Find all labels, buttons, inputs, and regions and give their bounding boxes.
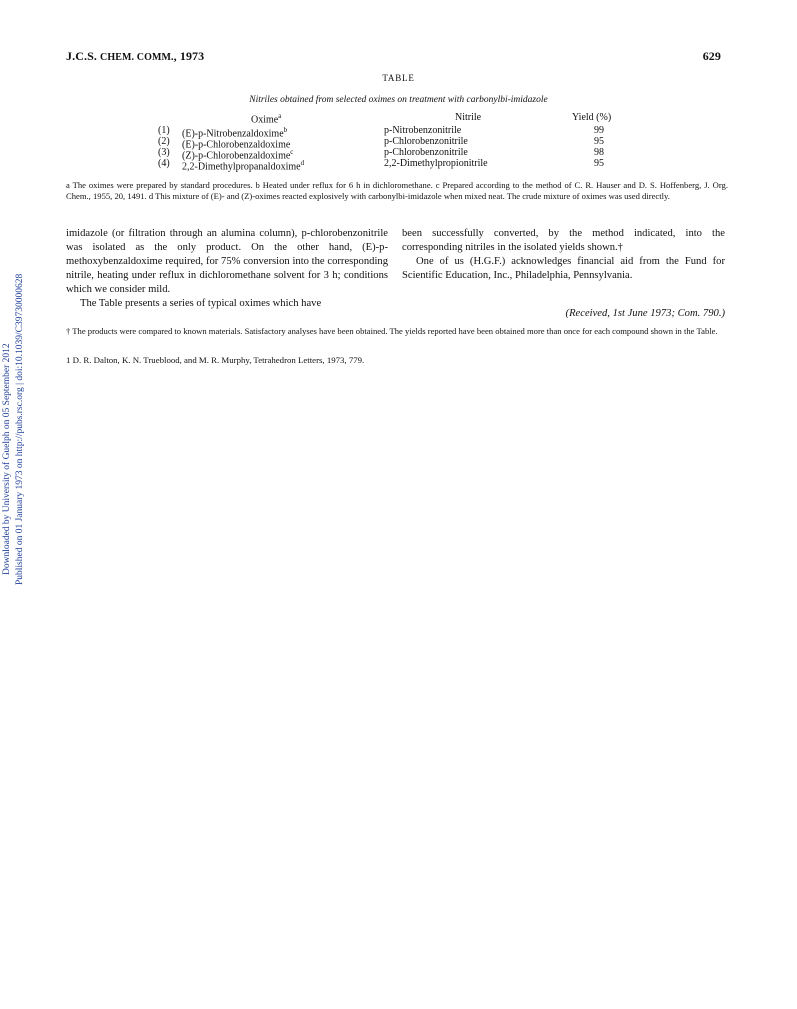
journal-header bbox=[66, 49, 204, 64]
row-yield: 99 bbox=[594, 125, 604, 136]
reference-1: 1 D. R. Dalton, K. N. Trueblood, and M. R. Murphy, Tetrahedron Letters, 1973, 779. bbox=[66, 355, 365, 365]
publication-doi-link[interactable]: Published on 01 January 1973 on http://pubs.rsc.org | doi:10.1039/C39730000628 bbox=[15, 273, 25, 585]
body-column-left bbox=[66, 227, 388, 311]
table-header-yield: Yield (%) bbox=[572, 112, 612, 123]
download-notice-link[interactable]: Downloaded by University of Guelph on 05 September 2012 bbox=[2, 343, 12, 575]
page-number: 629 bbox=[702, 49, 721, 63]
row-yield: 98 bbox=[594, 147, 604, 158]
row-yield: 95 bbox=[594, 158, 604, 169]
received-date: (Received, 1st June 1973; Com. 790.) bbox=[565, 308, 725, 319]
row-nitrile: p-Nitrobenzonitrile bbox=[384, 125, 462, 136]
body-paragraph: imidazole (or filtration through an alumina column), p-chlorobenzonitrile was isolated as the only product. On the other hand, (E)-p-methoxybenzaldoxime required, for 75% conversion into the corresponding nitrile, heating under reflux in dichloromethane solvent for 3 h; conditions which we consider mild. bbox=[66, 228, 388, 295]
row-oxime: (E)-p-Nitrobenzaldoxime$^b$ bbox=[182, 126, 288, 140]
row-oxime: 2,2-Dimethylpropanaldoxime$^d$ bbox=[182, 159, 305, 173]
table-label: TABLE bbox=[382, 73, 415, 83]
acknowledgement: One of us (H.G.F.) acknowledges financial aid from the Fund for Scientific Education, Inc., Philadelphia, Pennsylvania. bbox=[402, 256, 725, 281]
row-number: (2) bbox=[158, 136, 170, 147]
row-oxime: (E)-p-Chlorobenzaldoxime bbox=[182, 139, 291, 151]
dagger-footnote: † The products were compared to known materials. Satisfactory analyses have been obtained. The yields reported have been obtained more than once for each compound shown in the Table. bbox=[66, 326, 718, 336]
row-nitrile: 2,2-Dimethylpropionitrile bbox=[384, 158, 488, 169]
row-nitrile: p-Chlorobenzonitrile bbox=[384, 136, 468, 147]
journal-name: CHEM. COMM. bbox=[100, 52, 174, 63]
row-oxime: (Z)-p-Chlorobenzaldoxime$^c$ bbox=[182, 148, 294, 162]
journal-prefix: J.C.S. bbox=[66, 49, 101, 63]
row-number: (1) bbox=[158, 125, 170, 136]
row-number: (3) bbox=[158, 147, 170, 158]
body-paragraph: The Table presents a series of typical oximes which have bbox=[80, 298, 322, 309]
journal-year: , 1973 bbox=[173, 49, 205, 63]
row-nitrile: p-Chlorobenzonitrile bbox=[384, 147, 468, 158]
row-number: (4) bbox=[158, 158, 170, 169]
body-column-right bbox=[402, 227, 725, 283]
table-header-nitrile: Nitrile bbox=[455, 112, 482, 123]
body-paragraph: been successfully converted, by the method indicated, into the corresponding nitriles in the isolated yields shown.† bbox=[402, 228, 725, 253]
table-header-oxime: Oxime$^a$ bbox=[251, 112, 282, 126]
table-caption: Nitriles obtained from selected oximes on treatment with carbonylbi-imidazole bbox=[249, 95, 548, 105]
row-yield: 95 bbox=[594, 136, 604, 147]
table-footnote: a The oximes were prepared by standard procedures. b Heated under reflux for 6 h in dichloromethane. c Prepared according to the method of C. R. Hauser and D. S. Hoffenberg, J. Org. Chem., 1955, 20, 1491. d This mixture of (E)- and (Z)-oximes reacted explosively with carbonylbi-imidazole when mixed neat. The crude mixture of oximes was used directly. bbox=[66, 180, 728, 201]
